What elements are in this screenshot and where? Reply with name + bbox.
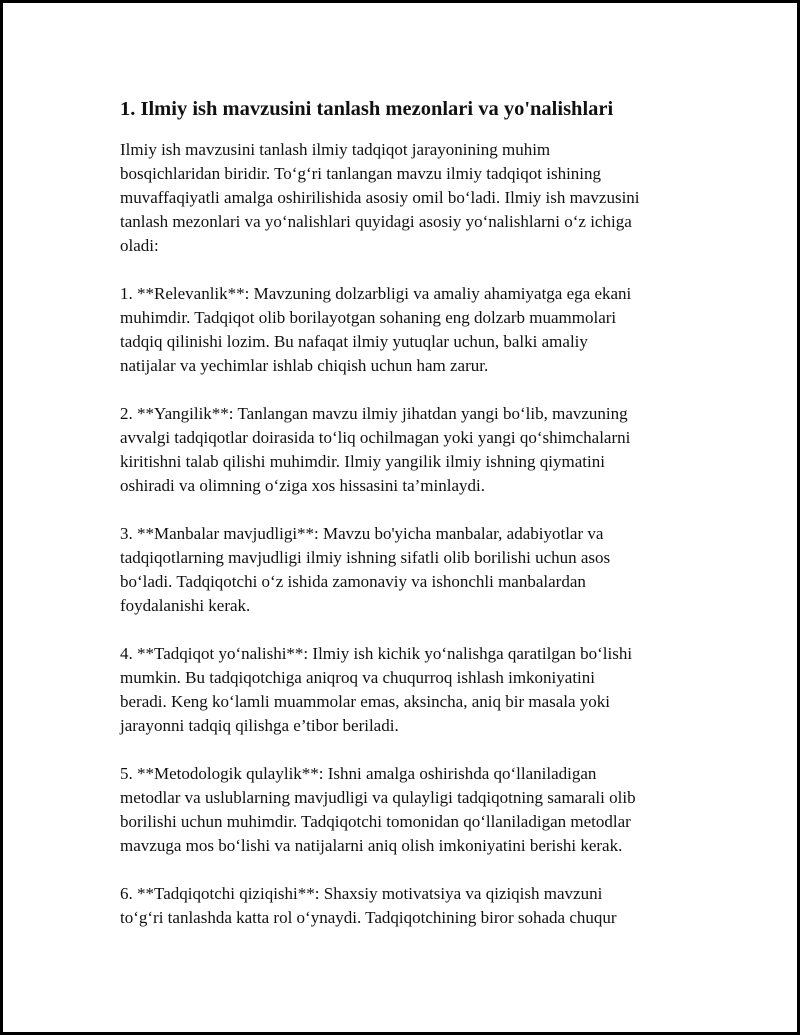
body-paragraph xyxy=(120,882,700,930)
text-line: metodlar va uslublarning mavjudligi va qulayligi tadqiqotning samarali olib xyxy=(120,788,636,807)
text-line: bo‘ladi. Tadqiqotchi o‘z ishida zamonaviy va ishonchli manbalardan xyxy=(120,572,586,591)
body-paragraph xyxy=(120,402,700,498)
text-line: 5. **Metodologik qulaylik**: Ishni amalga oshirishda qo‘llaniladigan xyxy=(120,764,597,783)
text-line: tadqiqotlarning mavjudligi ilmiy ishning sifatli olib borilishi uchun asos xyxy=(120,548,611,567)
text-line: mavzuga mos bo‘lishi va natijalarni aniq olish imkoniyatini berishi kerak. xyxy=(120,836,623,855)
text-line: 1. **Relevanlik**: Mavzuning dolzarbligi va amaliy ahamiyatga ega ekani xyxy=(120,284,632,303)
text-line: tanlash mezonlari va yo‘nalishlari quyidagi asosiy yo‘nalishlarni o‘z ichiga xyxy=(120,212,632,231)
document-title: 1. Ilmiy ish mavzusini tanlash mezonlari va yo'nalishlari xyxy=(120,98,614,120)
document-content xyxy=(120,95,700,954)
text-line: oladi: xyxy=(120,236,159,255)
text-line: jarayonni tadqiq qilishga e’tibor beriladi. xyxy=(120,716,399,735)
text-line: avvalgi tadqiqotlar doirasida to‘liq ochilmagan yoki yangi qo‘shimchalarni xyxy=(120,428,631,447)
text-line: Ilmiy ish mavzusini tanlash ilmiy tadqiqot jarayonining muhim xyxy=(120,140,551,159)
text-line: muvaffaqiyatli amalga oshirilishida asosiy omil bo‘ladi. Ilmiy ish mavzusini xyxy=(120,188,640,207)
paragraph-list xyxy=(120,138,700,930)
body-paragraph xyxy=(120,282,700,378)
body-paragraph xyxy=(120,762,700,858)
text-line: to‘g‘ri tanlashda katta rol o‘ynaydi. Tadqiqotchining biror sohada chuqur xyxy=(120,908,617,927)
text-line: 4. **Tadqiqot yo‘nalishi**: Ilmiy ish kichik yo‘nalishga qaratilgan bo‘lishi xyxy=(120,644,633,663)
text-line: muhimdir. Tadqiqot olib borilayotgan sohaning eng dolzarb muammolari xyxy=(120,308,617,327)
text-line: foydalanishi kerak. xyxy=(120,596,251,615)
body-paragraph xyxy=(120,138,700,258)
body-paragraph xyxy=(120,522,700,618)
text-line: 3. **Manbalar mavjudligi**: Mavzu bo'yicha manbalar, adabiyotlar va xyxy=(120,524,604,543)
text-line: kiritishni talab qilishi muhimdir. Ilmiy yangilik ilmiy ishning qiymatini xyxy=(120,452,605,471)
text-line: 6. **Tadqiqotchi qiziqishi**: Shaxsiy motivatsiya va qiziqish mavzuni xyxy=(120,884,603,903)
text-line: oshiradi va olimning o‘ziga xos hissasini ta’minlaydi. xyxy=(120,476,485,495)
body-paragraph xyxy=(120,642,700,738)
text-line: natijalar va yechimlar ishlab chiqish uchun ham zarur. xyxy=(120,356,489,375)
text-line: 2. **Yangilik**: Tanlangan mavzu ilmiy jihatdan yangi bo‘lib, mavzuning xyxy=(120,404,628,423)
text-line: mumkin. Bu tadqiqotchiga aniqroq va chuqurroq ishlash imkoniyatini xyxy=(120,668,595,687)
text-line: borilishi uchun muhimdir. Tadqiqotchi tomonidan qo‘llaniladigan metodlar xyxy=(120,812,631,831)
text-line: beradi. Keng ko‘lamli muammolar emas, aksincha, aniq bir masala yoki xyxy=(120,692,611,711)
text-line: bosqichlaridan biridir. To‘g‘ri tanlangan mavzu ilmiy tadqiqot ishining xyxy=(120,164,602,183)
text-line: tadqiq qilinishi lozim. Bu nafaqat ilmiy yutuqlar uchun, balki amaliy xyxy=(120,332,588,351)
